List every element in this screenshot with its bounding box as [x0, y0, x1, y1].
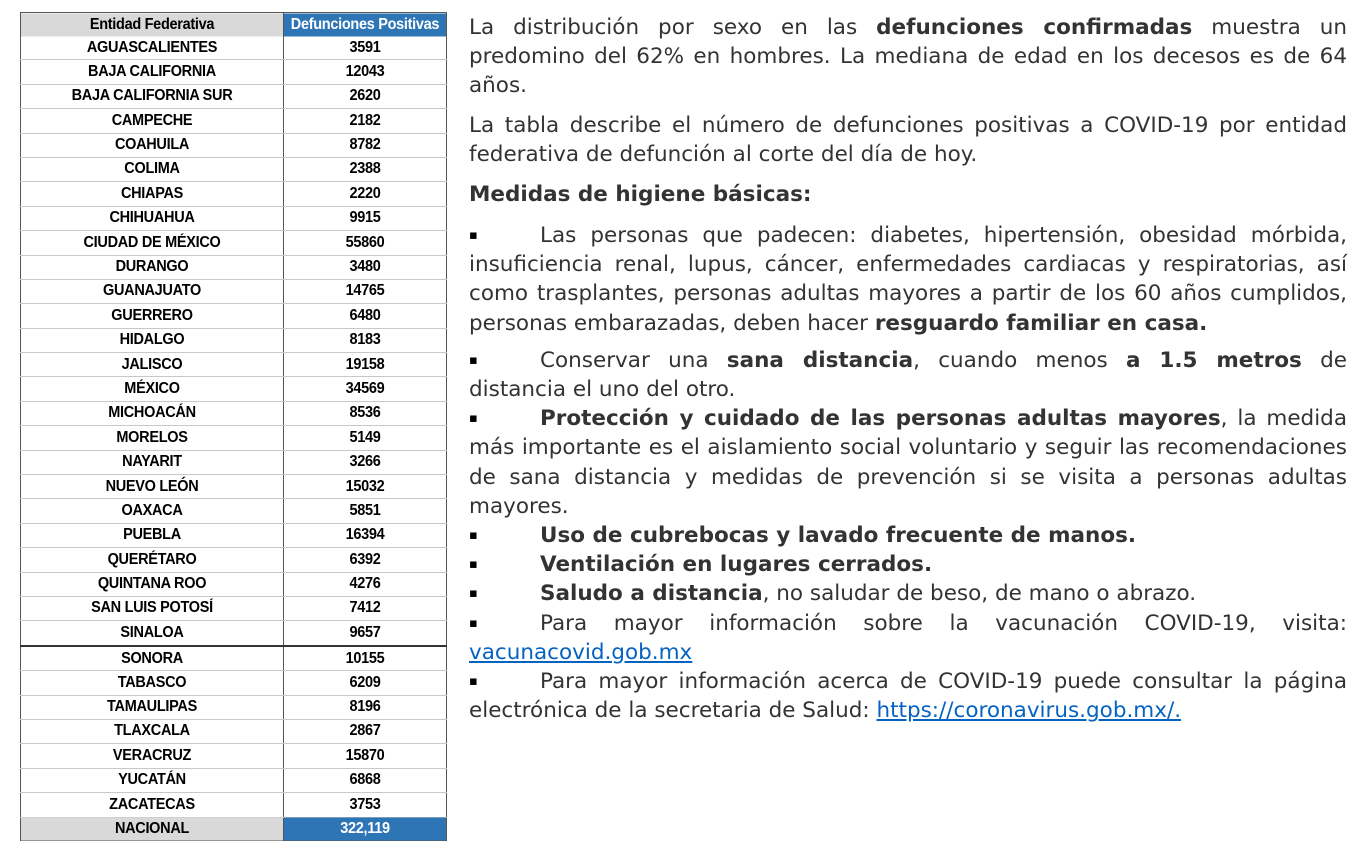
bullet-adultos-mayores: ▪ Protección y cuidado de las personas adultas mayores, la medida más importante es el aislamiento social voluntario y seguir las recomendaciones de sana distancia y medidas de prevención si se visita a personas adultas mayores. — [469, 406, 1347, 519]
deaths-value-cell: 6392 — [284, 547, 447, 573]
deaths-value-cell: 2182 — [284, 108, 447, 134]
table-body — [21, 36, 447, 818]
table-row — [21, 426, 447, 450]
deaths-value-cell: 2620 — [284, 84, 447, 110]
state-name-cell: SAN LUIS POTOSÍ — [21, 596, 284, 622]
state-name-cell: NAYARIT — [21, 450, 284, 476]
table-row — [21, 523, 447, 547]
vacunacovid-link[interactable]: vacunacovid.gob.mx — [469, 639, 693, 665]
table-row — [21, 719, 447, 743]
paragraph-table-description: La tabla describe el número de defunciones positivas a COVID-19 por entidad federativa de defunción al corte del día de hoy. — [469, 112, 1347, 167]
deaths-value-cell: 8536 — [284, 401, 447, 427]
deaths-value-cell: 3591 — [284, 35, 447, 61]
deaths-value-cell: 7412 — [284, 596, 447, 622]
table-row — [21, 621, 447, 646]
state-name-cell: TABASCO — [21, 670, 284, 696]
deaths-value-cell: 12043 — [284, 59, 447, 85]
deaths-value-cell: 5851 — [284, 498, 447, 524]
deaths-value-cell: 6868 — [284, 768, 447, 794]
table-row — [21, 499, 447, 523]
table-row — [21, 744, 447, 768]
table-row — [21, 328, 447, 352]
total-label: NACIONAL — [21, 816, 284, 840]
table-row — [21, 596, 447, 620]
table-row — [21, 231, 447, 255]
state-name-cell: CAMPECHE — [21, 108, 284, 134]
deaths-value-cell: 34569 — [284, 376, 447, 402]
state-name-cell: CIUDAD DE MÉXICO — [21, 230, 284, 256]
deaths-value-cell: 9657 — [284, 620, 447, 646]
deaths-value-cell: 6480 — [284, 303, 447, 329]
bullet-icon: ▪ — [469, 228, 478, 244]
state-name-cell: AGUASCALIENTES — [21, 35, 284, 61]
state-name-cell: COLIMA — [21, 157, 284, 183]
table-row — [21, 646, 447, 671]
deaths-value-cell: 3266 — [284, 450, 447, 476]
bullet-cubrebocas: ▪ Uso de cubrebocas y lavado frecuente de manos. — [469, 521, 1347, 550]
deaths-value-cell: 10155 — [284, 645, 447, 671]
bullet-ventilacion: ▪ Ventilación en lugares cerrados. — [469, 550, 1347, 579]
table-row — [21, 671, 447, 695]
table-row — [21, 182, 447, 206]
deaths-value-cell: 4276 — [284, 571, 447, 597]
table-row — [21, 793, 447, 817]
table-row — [21, 84, 447, 108]
state-name-cell: YUCATÁN — [21, 768, 284, 794]
table-row — [21, 36, 447, 60]
bullet-icon: ▪ — [469, 352, 478, 368]
bullet-icon: ▪ — [469, 586, 478, 602]
deaths-value-cell: 2220 — [284, 181, 447, 207]
state-name-cell: HIDALGO — [21, 328, 284, 354]
table-row — [21, 353, 447, 377]
table-row — [21, 157, 447, 181]
state-name-cell: COAHUILA — [21, 132, 284, 158]
table-row — [21, 401, 447, 425]
state-name-cell: JALISCO — [21, 352, 284, 378]
state-name-cell: TLAXCALA — [21, 719, 284, 745]
state-name-cell: OAXACA — [21, 498, 284, 524]
state-name-cell: MÉXICO — [21, 376, 284, 402]
deaths-value-cell: 8196 — [284, 694, 447, 720]
table-row — [21, 60, 447, 84]
bullet-icon: ▪ — [469, 674, 478, 690]
bullet-vacunacion: ▪ Para mayor información sobre la vacunación COVID-19, visita: vacunacovid.gob.mx — [469, 610, 1347, 665]
state-name-cell: QUERÉTARO — [21, 547, 284, 573]
bullet-icon: ▪ — [469, 615, 478, 631]
state-name-cell: VERACRUZ — [21, 743, 284, 769]
deaths-value-cell: 2867 — [284, 719, 447, 745]
table-row — [21, 450, 447, 474]
report-text — [469, 13, 1347, 725]
state-name-cell: CHIAPAS — [21, 181, 284, 207]
paragraph-sex-distribution: La distribución por sexo en las defunciones confirmadas muestra un predomino del 62% en hombres. La mediana de edad en los decesos es de 64 años. — [469, 15, 1347, 99]
state-name-cell: TAMAULIPAS — [21, 694, 284, 720]
deaths-value-cell: 6209 — [284, 670, 447, 696]
deaths-value-cell: 8183 — [284, 328, 447, 354]
table-row — [21, 109, 447, 133]
table-row — [21, 206, 447, 230]
state-name-cell: MORELOS — [21, 425, 284, 451]
table-row — [21, 695, 447, 719]
state-name-cell: BAJA CALIFORNIA — [21, 59, 284, 85]
table-header-row — [21, 13, 447, 36]
bullet-coronavirus: ▪ Para mayor información acerca de COVID-19 puede consultar la página electrónica de la secretaria de Salud: https://coronavirus.gob.mx/. — [469, 669, 1347, 724]
header-entidad: Entidad Federativa — [21, 12, 284, 36]
state-name-cell: CHIHUAHUA — [21, 206, 284, 232]
state-name-cell: GUANAJUATO — [21, 279, 284, 305]
table-row — [21, 304, 447, 328]
state-name-cell: SINALOA — [21, 620, 284, 646]
table-row — [21, 133, 447, 157]
table-total-row — [21, 817, 447, 840]
section-heading: Medidas de higiene básicas: — [469, 182, 812, 208]
state-name-cell: ZACATECAS — [21, 792, 284, 818]
total-value: 322,119 — [284, 816, 447, 840]
deaths-by-state-table — [20, 12, 446, 841]
state-name-cell: DURANGO — [21, 254, 284, 280]
deaths-value-cell: 9915 — [284, 206, 447, 232]
deaths-value-cell: 5149 — [284, 425, 447, 451]
state-name-cell: PUEBLA — [21, 523, 284, 549]
state-name-cell: GUERRERO — [21, 303, 284, 329]
table-row — [21, 475, 447, 499]
bullet-saludo: ▪ Saludo a distancia, no saludar de beso, de mano o abrazo. — [469, 579, 1347, 608]
header-defunciones: Defunciones Positivas — [284, 12, 447, 36]
deaths-value-cell: 14765 — [284, 279, 447, 305]
deaths-value-cell: 15870 — [284, 743, 447, 769]
table-row — [21, 768, 447, 792]
bullet-icon: ▪ — [469, 528, 478, 544]
deaths-value-cell: 2388 — [284, 157, 447, 183]
deaths-value-cell: 55860 — [284, 230, 447, 256]
deaths-value-cell: 3753 — [284, 792, 447, 818]
deaths-value-cell: 8782 — [284, 132, 447, 158]
state-name-cell: QUINTANA ROO — [21, 571, 284, 597]
table-row — [21, 548, 447, 572]
deaths-value-cell: 3480 — [284, 254, 447, 280]
bullet-icon: ▪ — [469, 411, 478, 427]
table-row — [21, 572, 447, 596]
state-name-cell: NUEVO LEÓN — [21, 474, 284, 500]
state-name-cell: SONORA — [21, 645, 284, 671]
table-row — [21, 279, 447, 303]
table-row — [21, 377, 447, 401]
table-row — [21, 255, 447, 279]
bullet-icon: ▪ — [469, 557, 478, 573]
state-name-cell: MICHOACÁN — [21, 401, 284, 427]
deaths-value-cell: 19158 — [284, 352, 447, 378]
bullet-sana-distancia: ▪ Conservar una sana distancia, cuando menos a 1.5 metros de distancia el uno del otro. — [469, 347, 1347, 403]
bullet-resguardo: ▪ Las personas que padecen: diabetes, hipertensión, obesidad mórbida, insuficiencia renal, lupus, cáncer, enfermedades cardiacas y respiratorias, así como trasplantes, personas adultas mayores a partir de los 60 años cumplidos, personas embarazadas, deben hacer resguardo familiar en casa. — [469, 223, 1347, 336]
deaths-value-cell: 16394 — [284, 523, 447, 549]
deaths-value-cell: 15032 — [284, 474, 447, 500]
state-name-cell: BAJA CALIFORNIA SUR — [21, 84, 284, 110]
coronavirus-link[interactable]: https://coronavirus.gob.mx/. — [876, 698, 1182, 724]
